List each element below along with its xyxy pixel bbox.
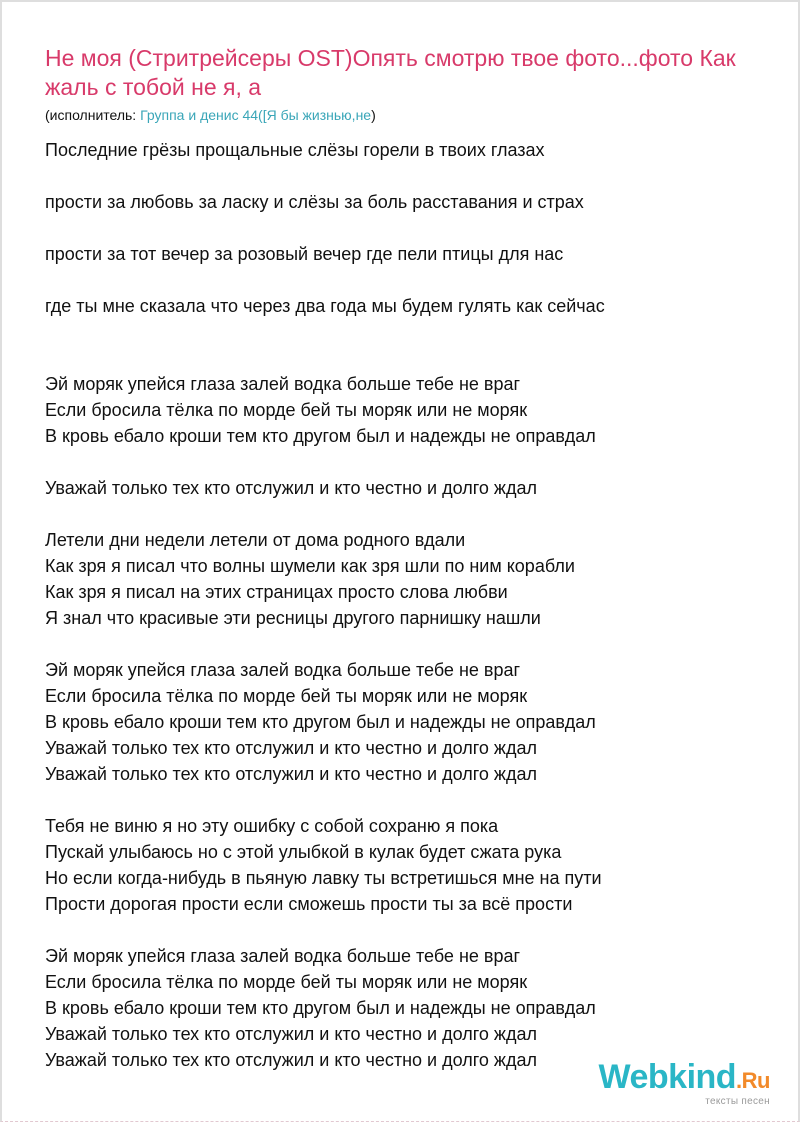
watermark-brand: Webkind (598, 1058, 737, 1096)
watermark-tld: .Ru (736, 1068, 770, 1093)
lyric-line: Но если когда-нибудь в пьяную лавку ты встретишься мне на пути (45, 868, 602, 888)
performer-suffix: ) (371, 107, 376, 123)
lyric-line: Как зря я писал что волны шумели как зря шли по ним корабли (45, 556, 575, 576)
lyrics-body (45, 137, 785, 1073)
lyric-line: прости за любовь за ласку и слёзы за боль расставания и страх (45, 192, 584, 212)
watermark-tagline: тексты песен (705, 1096, 770, 1107)
lyric-line: В кровь ебало кроши тем кто другом был и надежды не оправдал (45, 426, 596, 446)
lyric-line: Тебя не виню я но эту ошибку с собой сохраню я пока (45, 816, 499, 836)
performer-link[interactable]: Группа и денис 44([Я бы жизнью,не (140, 107, 372, 123)
lyric-line: Прости дорогая прости если сможешь прости ты за всё прости (45, 894, 573, 914)
lyric-line: Эй моряк упейся глаза залей водка больше тебе не враг (45, 374, 521, 394)
lyric-line: где ты мне сказала что через два года мы будем гулять как сейчас (45, 296, 605, 316)
lyric-line: Эй моряк упейся глаза залей водка больше тебе не враг (45, 660, 521, 680)
lyric-line: Если бросила тёлка по морде бей ты моряк или не моряк (45, 686, 528, 706)
lyric-line: Эй моряк упейся глаза залей водка больше тебе не враг (45, 946, 521, 966)
lyric-line: Уважай только тех кто отслужил и кто честно и долго ждал (45, 1024, 537, 1044)
lyric-line: Если бросила тёлка по морде бей ты моряк или не моряк (45, 400, 528, 420)
lyric-line: Я знал что красивые эти ресницы другого парнишку нашли (45, 608, 541, 628)
webkind-watermark[interactable] (599, 1060, 771, 1107)
lyric-line: В кровь ебало кроши тем кто другом был и надежды не оправдал (45, 998, 596, 1018)
lyric-line: Уважай только тех кто отслужил и кто честно и долго ждал (45, 478, 537, 498)
song-title: Не моя (Стритрейсеры OST)Опять смотрю твое фото...фото Как жаль с тобой не я, а (45, 45, 736, 100)
lyric-line: Как зря я писал на этих страницах просто слова любви (45, 582, 508, 602)
lyric-line: Последние грёзы прощальные слёзы горели в твоих глазах (45, 140, 545, 160)
lyric-line: Уважай только тех кто отслужил и кто честно и долго ждал (45, 1050, 537, 1070)
lyric-line: В кровь ебало кроши тем кто другом был и надежды не оправдал (45, 712, 596, 732)
performer-line (45, 106, 376, 124)
lyric-line: Уважай только тех кто отслужил и кто честно и долго ждал (45, 764, 537, 784)
lyric-line: Если бросила тёлка по морде бей ты моряк или не моряк (45, 972, 528, 992)
watermark-logo (599, 1060, 771, 1098)
lyric-line: Уважай только тех кто отслужил и кто честно и долго ждал (45, 738, 537, 758)
lyric-line: прости за тот вечер за розовый вечер где пели птицы для нас (45, 244, 564, 264)
performer-prefix: (исполнитель: (45, 107, 141, 123)
lyric-line: Пускай улыбаюсь но с этой улыбкой в кулак будет сжата рука (45, 842, 562, 862)
lyric-line: Летели дни недели летели от дома родного вдали (45, 530, 466, 550)
